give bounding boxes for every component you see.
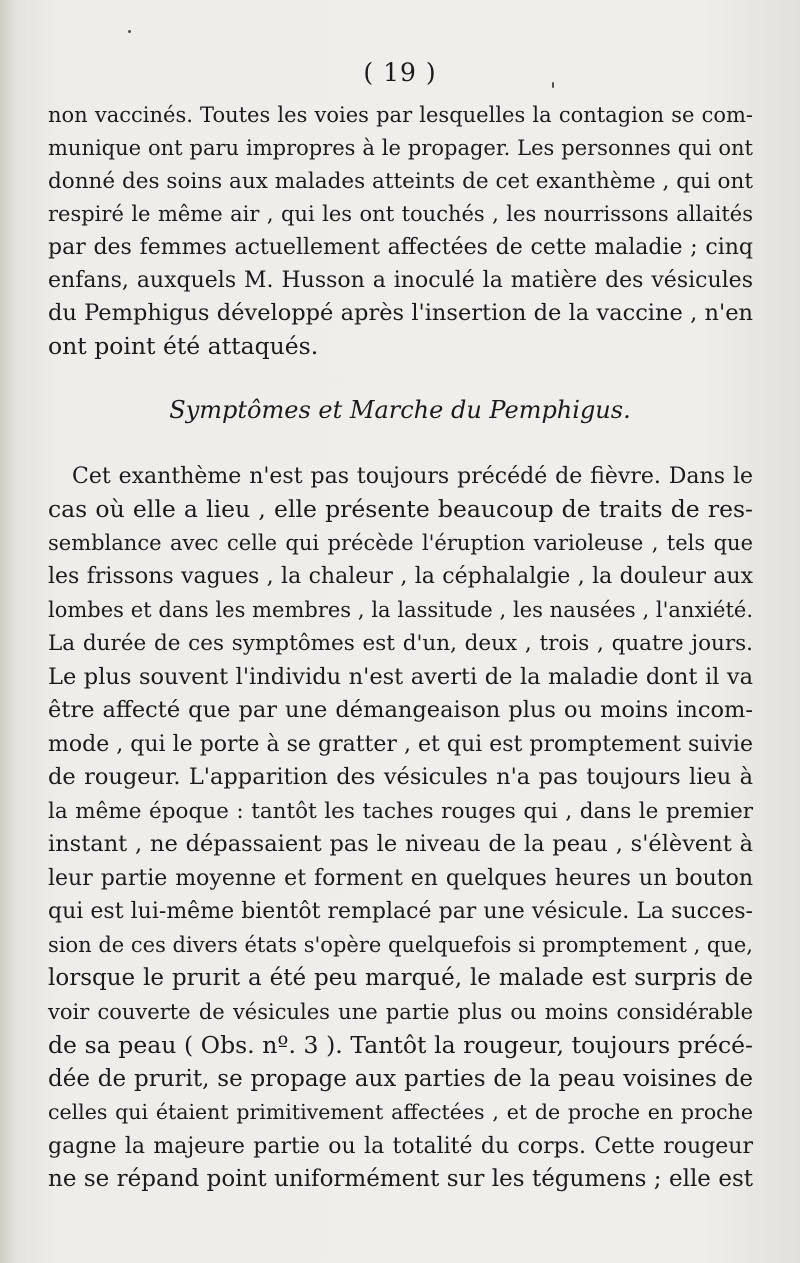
text-line: les frissons vagues , la chaleur , la céphalalgie , la douleur aux [48,564,753,589]
text-line: être affecté que par une démangeaison plus ou moins incom- [48,697,753,723]
text-line: leur partie moyenne et forment en quelques heures un bouton [48,866,753,891]
ink-speck [552,82,554,88]
text-line: respiré le même air , qui les ont touchés , les nourrissons allaités [48,202,753,226]
text-line: semblance avec celle qui précède l'éruption varioleuse , tels que [48,531,753,555]
text-line: munique ont paru impropres à le propager. Les personnes qui ont [48,136,753,160]
text-line: La durée de ces symptômes est d'un, deux , trois , quatre jours. [48,631,753,656]
text-line: instant , ne dépassaient pas le niveau de la peau , s'élèvent à [48,831,753,857]
text-line: enfans, auxquels M. Husson a inoculé la matière des vésicules [48,268,753,293]
text-line: mode , qui le porte à se gratter , et qui est promptement suivie [48,732,753,757]
text-line: lorsque le prurit a été peu marqué, le malade est surpris de [48,965,753,991]
text-line: qui est lui-même bientôt remplacé par une vésicule. La succes- [48,899,753,924]
text-line: du Pemphigus développé après l'insertion de la vaccine , n'en [48,300,753,326]
text-line: celles qui étaient primitivement affectées , et de proche en proche [48,1100,753,1124]
text-line: gagne la majeure partie ou la totalité du corps. Cette rougeur [48,1134,753,1159]
section-heading: Symptômes et Marche du Pemphigus. [169,396,631,424]
text-line: sion de ces divers états s'opère quelquefois si promptement , que, [48,933,753,957]
text-line: donné des soins aux malades atteints de cet exanthème , qui ont [48,169,753,194]
text-line: ont point été attaqués. [48,332,319,360]
text-line: de sa peau ( Obs. nº. 3 ). Tantôt la rougeur, toujours précé- [48,1031,753,1059]
text-line: de rougeur. L'apparition des vésicules n'a pas toujours lieu à [48,764,753,790]
text-line: ne se répand point uniformément sur les tégumens ; elle est [48,1166,753,1192]
text-line: voir couverte de vésicules une partie plus ou moins considérable [48,1000,753,1024]
page-number: ( 19 ) [363,58,437,87]
text-line: cas où elle a lieu , elle présente beaucoup de traits de res- [48,495,753,523]
text-line: non vaccinés. Toutes les voies par lesquelles la contagion se com- [48,103,753,127]
ink-speck [128,30,131,33]
text-line: Cet exanthème n'est pas toujours précédé de fièvre. Dans le [72,464,753,489]
text-line: lombes et dans les membres , la lassitude , les nausées , l'anxiété. [48,598,753,622]
text-line: par des femmes actuellement affectées de cette maladie ; cinq [48,235,753,260]
text-line: la même époque : tantôt les taches rouges qui , dans le premier [48,799,753,824]
text-line: dée de prurit, se propage aux parties de la peau voisines de [48,1066,753,1092]
text-line: Le plus souvent l'individu n'est averti de la maladie dont il va [48,664,753,690]
